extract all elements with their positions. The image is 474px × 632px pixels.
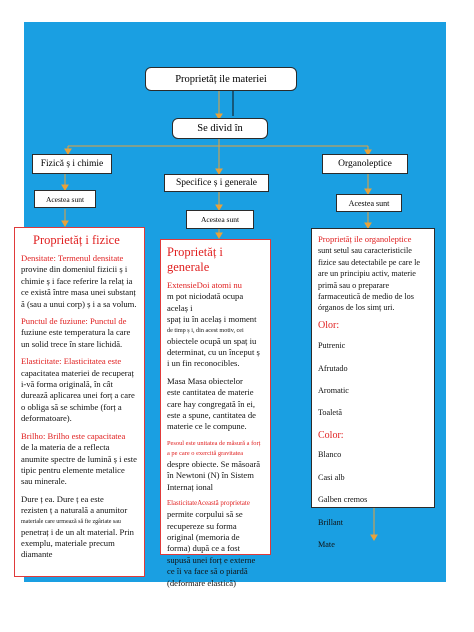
olor-item: Afrutado xyxy=(318,363,348,373)
card-proprietati-organoleptice xyxy=(311,228,435,549)
duritate-line2: rezisten ț a naturală a anumitor xyxy=(21,505,128,516)
olor-item: Putrenic xyxy=(318,341,346,351)
briliu-text: de la materia de a reflecta anumite spectre de lumină ș i este tipic pentru elemente metalice sau minerale. xyxy=(21,442,137,487)
duritate-text: penetraț i de un alt material. Prin exemplu, materiale precum diamante xyxy=(21,526,134,560)
branch-right-label: Organoleptice xyxy=(338,159,392,169)
extensie-line2: spaț iu în acelaș i moment xyxy=(167,314,257,325)
olor-item: Aromatic xyxy=(318,386,349,396)
divide-text: Se divid în xyxy=(197,123,243,134)
color-item: Casi alb xyxy=(318,472,345,482)
label-acestea-sunt-mid xyxy=(186,210,254,229)
label-left-text: Acestea sunt xyxy=(45,194,85,204)
label-mid-text: Acestea sunt xyxy=(200,215,240,224)
fuziune-text: fuziune este temperatura la care un solid trece în stare lichidă. xyxy=(21,327,131,349)
fizice-heading: Proprietăț i fizice xyxy=(33,233,120,247)
extensie-line1: m pot niciodată ocupa acelaș i xyxy=(167,291,244,313)
color-item: Blanco xyxy=(318,450,342,460)
card-proprietati-generale xyxy=(160,239,271,588)
label-acestea-sunt-right xyxy=(336,194,402,212)
generale-heading: Proprietăț i generale xyxy=(167,245,223,274)
extensie-text: obiectele ocupă un spaț iu determinat, cu un început ș i un fin reconocibles. xyxy=(167,335,260,369)
color-item: Brillant xyxy=(318,517,344,527)
branch-left-label: Fizică ș i chimie xyxy=(40,159,104,169)
elasticitate-gen-title: ElasticitateAceastă proprietate xyxy=(167,500,250,508)
greutate-small: Pesoul este unitatea de măsură a forț a pe care o exercită gravitatea xyxy=(167,439,261,457)
densitate-title: Densitate: Termenul densitate xyxy=(21,253,124,263)
masa-title: Masa Masa obiectelor xyxy=(167,375,243,386)
arrow-head xyxy=(62,221,68,226)
extensie-small: de timp ș i, din acest motiv, cei xyxy=(167,326,244,334)
olor-heading: Olor: xyxy=(318,319,340,331)
organoleptice-heading: Proprietăț ile organoleptice xyxy=(318,234,412,244)
branch-organoleptice xyxy=(322,154,408,174)
color-item: Mate xyxy=(318,539,335,549)
branch-mid-label: Specifice ș i generale xyxy=(176,178,257,188)
elasticitate-gen-text: permite corpului să se recupereze su forma original (memoria de forma) după ce a fost supusă unei forț e externe ce îi va face să o piardă (deformare elastică) xyxy=(167,509,256,588)
briliu-title: Brilho: Brilho este capacitatea xyxy=(21,430,126,441)
fuziune-title: Punctul de fuziune: Punctul de xyxy=(21,316,127,327)
duritate-line1: Dure ț ea. Dure ț ea este xyxy=(21,493,104,504)
densitate-text: provine din domeniul fizicii ș i chimie ș i face referire la relaț ia ce există între masa unei substanț ă (sau a unui corp) ș i a sa volum. xyxy=(21,264,137,309)
elasticitate-title: Elasticitate: Elasticitatea este xyxy=(21,356,122,367)
elasticitate-text: capacitatea materiei de recuperaț i-vă forma originală, în cât durează aplicarea unei forț a care o obliga să se schimbe (forț a deformatoare). xyxy=(21,367,135,424)
color-item: Galben cremos xyxy=(318,495,368,505)
label-right-text: Acestea sunt xyxy=(348,198,390,208)
olor-item: Toaletă xyxy=(318,408,342,418)
organoleptice-text: sunt setul sau caracteristicile fizice sau detectabile pe care le are un principiu activ, materie primă sau o preparare farmaceutică de medio de los órganos de los simț uri. xyxy=(318,246,421,313)
title-box xyxy=(145,67,297,91)
title-text: Proprietăț ile materiei xyxy=(175,73,267,85)
branch-specifice-generale xyxy=(164,174,269,192)
card-proprietati-fizice xyxy=(14,227,145,577)
label-acestea-sunt-left xyxy=(34,190,96,208)
arrow-head xyxy=(216,233,222,238)
color-heading: Color: xyxy=(318,429,344,441)
greutate-text: despre obiecte. Se măsoară în Newtoni (N) în Sistem Internaț ional xyxy=(167,458,261,492)
masa-text: este cantitatea de materie care hay congregată în ei, este a spune, cantitatea de materie ce le compune. xyxy=(167,387,256,432)
duritate-small: materiale care urmează să fie zgâriate sau xyxy=(21,518,121,525)
branch-fizica-chimie xyxy=(32,154,112,174)
divide-box xyxy=(172,118,268,139)
extensie-title: ExtensieDoi atomi nu xyxy=(167,280,242,290)
